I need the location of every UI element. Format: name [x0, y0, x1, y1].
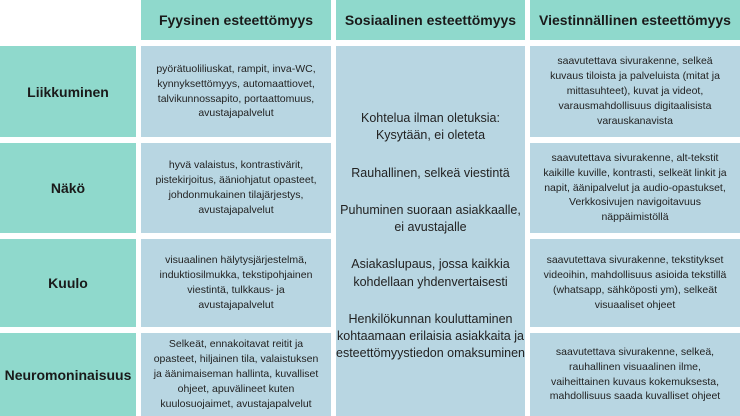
- social-item: Henkilökunnan kouluttaminen kohtaamaan erilaisia asiakkaita ja esteettömyystiedon omaksuminen: [336, 311, 525, 361]
- cell-hearing-communication: saavutettava sivurakenne, tekstitykset videoihin, mahdollisuus asioida tekstillä (whatsapp, sähköposti ym), selkeät visuaaliset ohjeet: [530, 239, 740, 327]
- row-label-mobility: Liikkuminen: [0, 46, 136, 137]
- social-item: Puhuminen suoraan asiakkaalle, ei avustajalle: [340, 202, 521, 234]
- social-item: Rauhallinen, selkeä viestintä: [351, 165, 510, 180]
- social-item: Kohtelua ilman oletuksia: Kysytään, ei oleteta: [361, 111, 500, 143]
- cell-hearing-physical: visuaalinen hälytysjärjestelmä, induktiosilmukka, tekstipohjainen viestintä, tulkkaus- ja avustajapalvelut: [141, 239, 331, 327]
- cell-mobility-physical: pyörätuoliliuskat, rampit, inva-WC, kynnyksettömyys, automaattiovet, talvikunnossapito, portaattomuus, avustajapalvelut: [141, 46, 331, 137]
- social-item: Asiakaslupaus, jossa kaikkia kohdellaan yhdenvertaisesti: [351, 257, 510, 289]
- cell-vision-physical: hyvä valaistus, kontrastivärit, pistekirjoitus, ääniohjatut opasteet, johdonmukainen tilajärjestys, avustajapalvelut: [141, 143, 331, 233]
- row-label-neurodiversity: Neuromoninaisuus: [0, 333, 136, 416]
- cell-neurodiversity-physical: Selkeät, ennakoitavat reitit ja opasteet, hiljainen tila, valaistuksen ja äänimaiseman hallinta, kuvalliset ohjeet, apuvälineet kuten kuulosuojaimet, avustajapalvelut: [141, 333, 331, 416]
- row-label-hearing: Kuulo: [0, 239, 136, 327]
- social-accessibility-column: [336, 46, 525, 416]
- row-label-vision: Näkö: [0, 143, 136, 233]
- cell-mobility-communication: saavutettava sivurakenne, selkeä kuvaus tiloista ja palveluista (mitat ja mittasuhteet), kuvat ja videot, varausmahdollisuus digitaalisista varauskanavista: [530, 46, 740, 137]
- cell-neurodiversity-communication: saavutettava sivurakenne, selkeä, rauhallinen visuaalinen ilme, vaiheittainen kuvaus kokemuksesta, mahdollisuus saada kuvalliset ohjeet: [530, 333, 740, 416]
- header-communication: Viestinnällinen esteettömyys: [530, 0, 740, 40]
- cell-vision-communication: saavutettava sivurakenne, alt-tekstit kaikille kuville, kontrasti, selkeät linkit ja napit, äänipalvelut ja audio-opastukset, Verkkosivujen navigoitavuus näppäimistöllä: [530, 143, 740, 233]
- header-social: Sosiaalinen esteettömyys: [336, 0, 525, 40]
- header-physical: Fyysinen esteettömyys: [141, 0, 331, 40]
